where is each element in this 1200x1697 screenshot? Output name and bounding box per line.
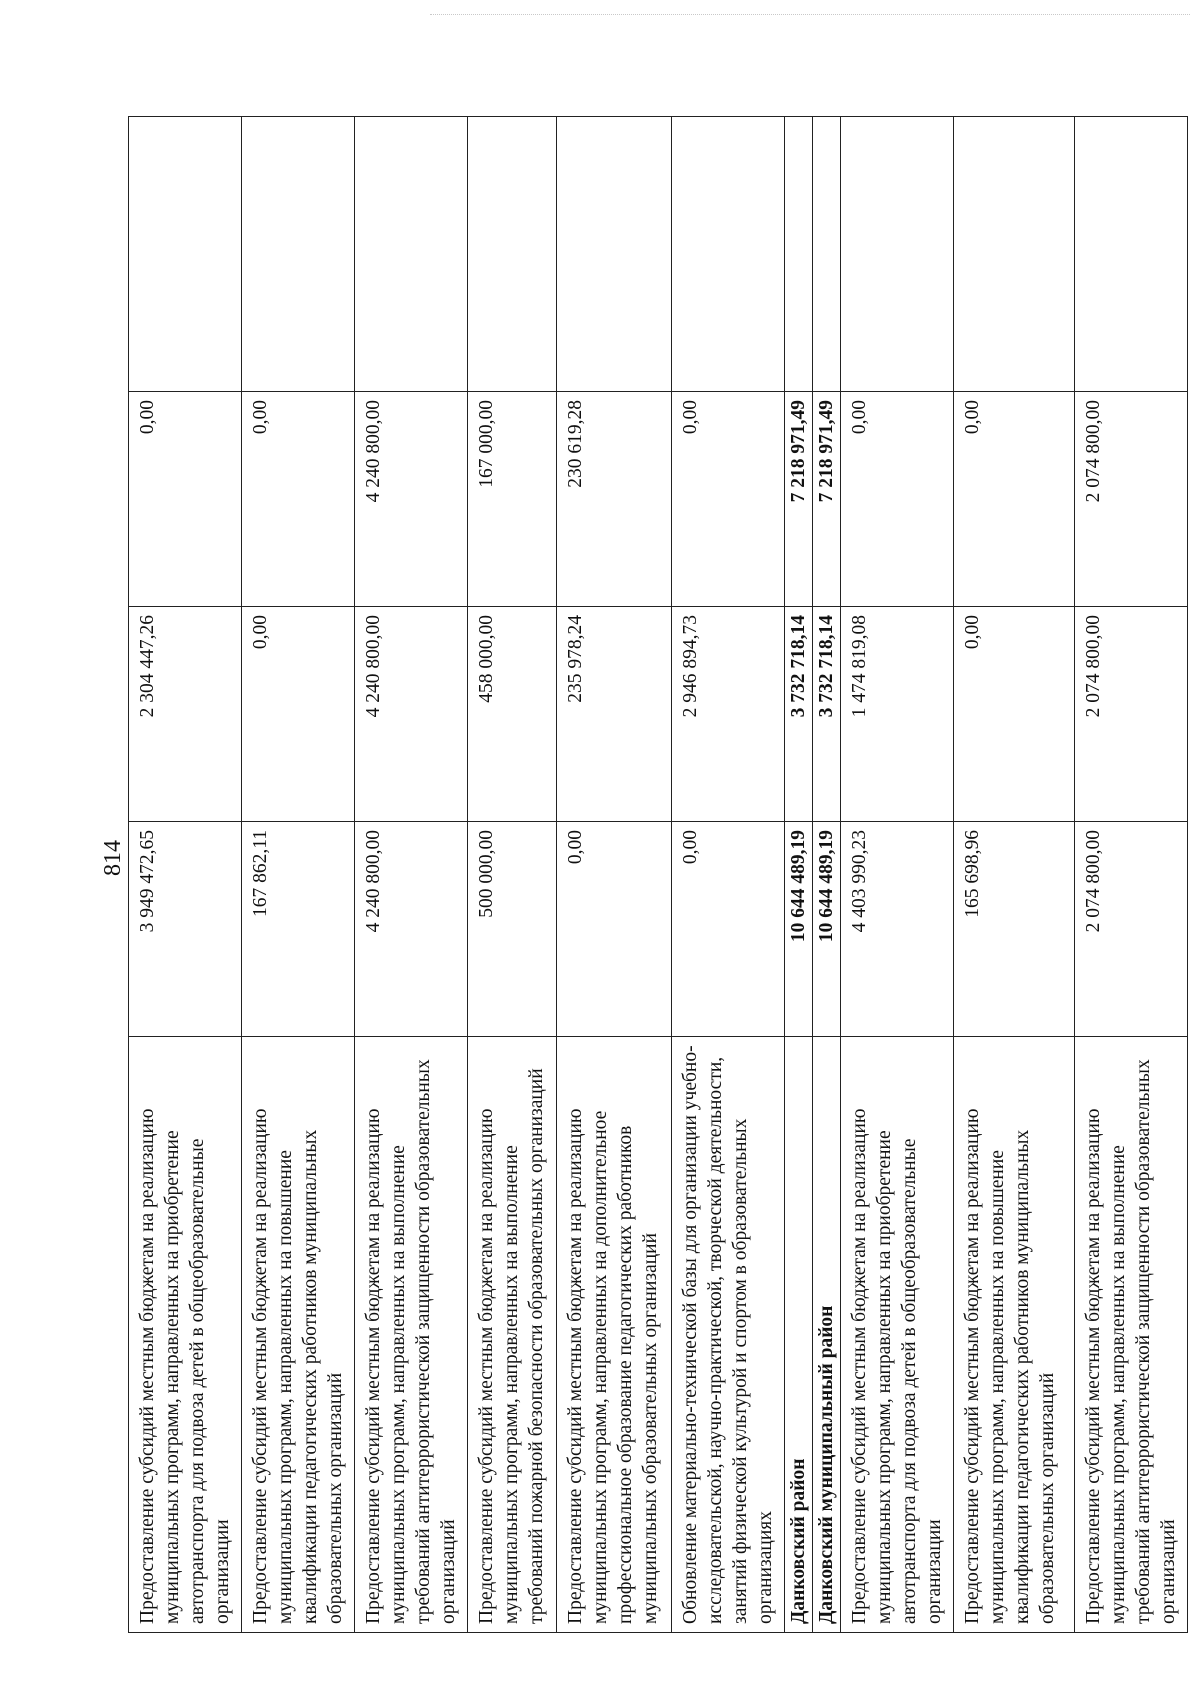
- row-value-col3: 167 000,00: [468, 392, 557, 607]
- row-value-col1: 4 403 990,23: [841, 822, 954, 1037]
- row-empty-cell: [557, 117, 672, 392]
- row-value-col3: 7 218 971,49: [813, 392, 841, 607]
- table-row: [355, 117, 468, 1633]
- row-empty-cell: [129, 117, 242, 392]
- row-value-col3: 0,00: [841, 392, 954, 607]
- row-empty-cell: [672, 117, 785, 392]
- budget-table: [128, 116, 1188, 1633]
- table-row: [242, 117, 355, 1633]
- row-empty-cell: [1075, 117, 1188, 392]
- table-row: [954, 117, 1075, 1633]
- row-value-col1: 167 862,11: [242, 822, 355, 1037]
- row-description: Предоставление субсидий местным бюджетам на реализацию муниципальных программ, направленных на приобретение автотранспорта для подвоза детей в общеобразовательные организации: [129, 1037, 242, 1633]
- row-value-col3: 0,00: [672, 392, 785, 607]
- row-description: Предоставление субсидий местным бюджетам на реализацию муниципальных программ, направленных на выполнение требований пожарной безопасности образовательных организаций: [468, 1037, 557, 1633]
- row-empty-cell: [355, 117, 468, 392]
- row-description: Данковский муниципальный район: [813, 1037, 841, 1633]
- row-empty-cell: [468, 117, 557, 392]
- row-value-col3: 2 074 800,00: [1075, 392, 1188, 607]
- row-value-col2: 0,00: [954, 607, 1075, 822]
- row-description: Предоставление субсидий местным бюджетам на реализацию муниципальных программ, направленных на приобретение автотранспорта для подвоза детей в общеобразовательные организации: [841, 1037, 954, 1633]
- row-value-col2: 4 240 800,00: [355, 607, 468, 822]
- table-row: [841, 117, 954, 1633]
- row-empty-cell: [954, 117, 1075, 392]
- table-row: [129, 117, 242, 1633]
- row-description: Предоставление субсидий местным бюджетам на реализацию муниципальных программ, направленных на выполнение требований антитеррористической защищенности образовательных организаций: [1075, 1037, 1188, 1633]
- row-value-col3: 0,00: [129, 392, 242, 607]
- row-value-col3: 0,00: [242, 392, 355, 607]
- table-row-total: [785, 117, 813, 1633]
- row-value-col1: 500 000,00: [468, 822, 557, 1037]
- table-frame: [128, 117, 1179, 1633]
- row-value-col2: 235 978,24: [557, 607, 672, 822]
- row-description: Обновление материально-технической базы для организации учебно-исследовательской, научно-практической, творческой деятельности, занятий физической культурой и спортом в образовательных организациях: [672, 1037, 785, 1633]
- row-value-col1: 2 074 800,00: [1075, 822, 1188, 1037]
- row-value-col2: 2 946 894,73: [672, 607, 785, 822]
- row-empty-cell: [813, 117, 841, 392]
- row-value-col1: 10 644 489,19: [813, 822, 841, 1037]
- page-number: 814: [100, 840, 126, 876]
- row-value-col1: 4 240 800,00: [355, 822, 468, 1037]
- table-row: [672, 117, 785, 1633]
- scan-edge-artifact: [430, 14, 1190, 15]
- row-description: Предоставление субсидий местным бюджетам на реализацию муниципальных программ, направленных на выполнение требований антитеррористической защищенности образовательных организаций: [355, 1037, 468, 1633]
- row-empty-cell: [841, 117, 954, 392]
- row-value-col2: 2 304 447,26: [129, 607, 242, 822]
- row-description: Предоставление субсидий местным бюджетам на реализацию муниципальных программ, направленных на дополнительное профессиональное образование педагогических работников муниципальных образовательных организаций: [557, 1037, 672, 1633]
- row-value-col3: 0,00: [954, 392, 1075, 607]
- row-value-col2: 3 732 718,14: [813, 607, 841, 822]
- row-value-col1: 0,00: [672, 822, 785, 1037]
- table-row: [468, 117, 557, 1633]
- row-value-col2: 458 000,00: [468, 607, 557, 822]
- row-value-col3: 7 218 971,49: [785, 392, 813, 607]
- row-empty-cell: [785, 117, 813, 392]
- row-empty-cell: [242, 117, 355, 392]
- budget-table-body: [129, 117, 1188, 1633]
- table-row: [557, 117, 672, 1633]
- row-description: Предоставление субсидий местным бюджетам на реализацию муниципальных программ, направленных на повышение квалификации педагогических работников муниципальных образовательных организаций: [954, 1037, 1075, 1633]
- row-value-col2: 3 732 718,14: [785, 607, 813, 822]
- rotated-table-container: [128, 117, 1179, 1633]
- row-value-col3: 4 240 800,00: [355, 392, 468, 607]
- row-value-col3: 230 619,28: [557, 392, 672, 607]
- row-value-col2: 1 474 819,08: [841, 607, 954, 822]
- row-value-col2: 2 074 800,00: [1075, 607, 1188, 822]
- table-row: [1075, 117, 1188, 1633]
- row-value-col1: 0,00: [557, 822, 672, 1037]
- row-value-col1: 10 644 489,19: [785, 822, 813, 1037]
- row-value-col1: 165 698,96: [954, 822, 1075, 1037]
- row-value-col2: 0,00: [242, 607, 355, 822]
- row-value-col1: 3 949 472,65: [129, 822, 242, 1037]
- row-description: Данковский район: [785, 1037, 813, 1633]
- row-description: Предоставление субсидий местным бюджетам на реализацию муниципальных программ, направленных на повышение квалификации педагогических работников муниципальных образовательных организаций: [242, 1037, 355, 1633]
- table-row-total: [813, 117, 841, 1633]
